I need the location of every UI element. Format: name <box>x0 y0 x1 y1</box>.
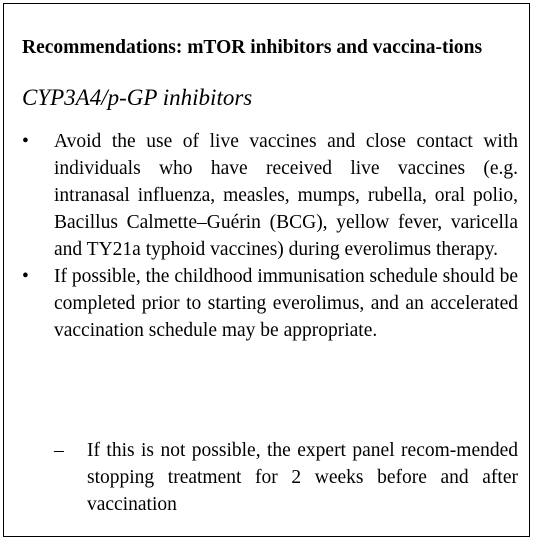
bullet-item-live-vaccines <box>22 128 518 263</box>
sub-bullet-item <box>54 437 518 518</box>
sub-bullet-text: If this is not possible, the expert panel recom-mended stopping treatment for 2 weeks before and after vaccination <box>87 440 518 515</box>
bullet-item-immunisation-schedule <box>22 263 518 344</box>
box-title: Recommendations: mTOR inhibitors and vaccina-tions <box>22 37 483 58</box>
bullet-text: If possible, the childhood immunisation schedule should be completed prior to starting everolimus, and an accelerated vaccination schedule may be appropriate. <box>54 266 518 341</box>
bullet-text: Avoid the use of live vaccines and close contact with individuals who have received live vaccines (e.g. intranasal influenza, measles, mumps, rubella, oral polio, Bacillus Calmette–Guérin (BCG), yellow fever, varicella and TY21a typhoid vaccines) during everolimus therapy. <box>54 131 518 260</box>
bullet-dot-icon: • <box>22 266 29 287</box>
dash-icon: – <box>54 440 64 461</box>
bullet-list <box>22 128 518 344</box>
bullet-dot-icon: • <box>22 131 29 152</box>
box-subtitle: CYP3A4/p-GP inhibitors <box>22 85 253 110</box>
